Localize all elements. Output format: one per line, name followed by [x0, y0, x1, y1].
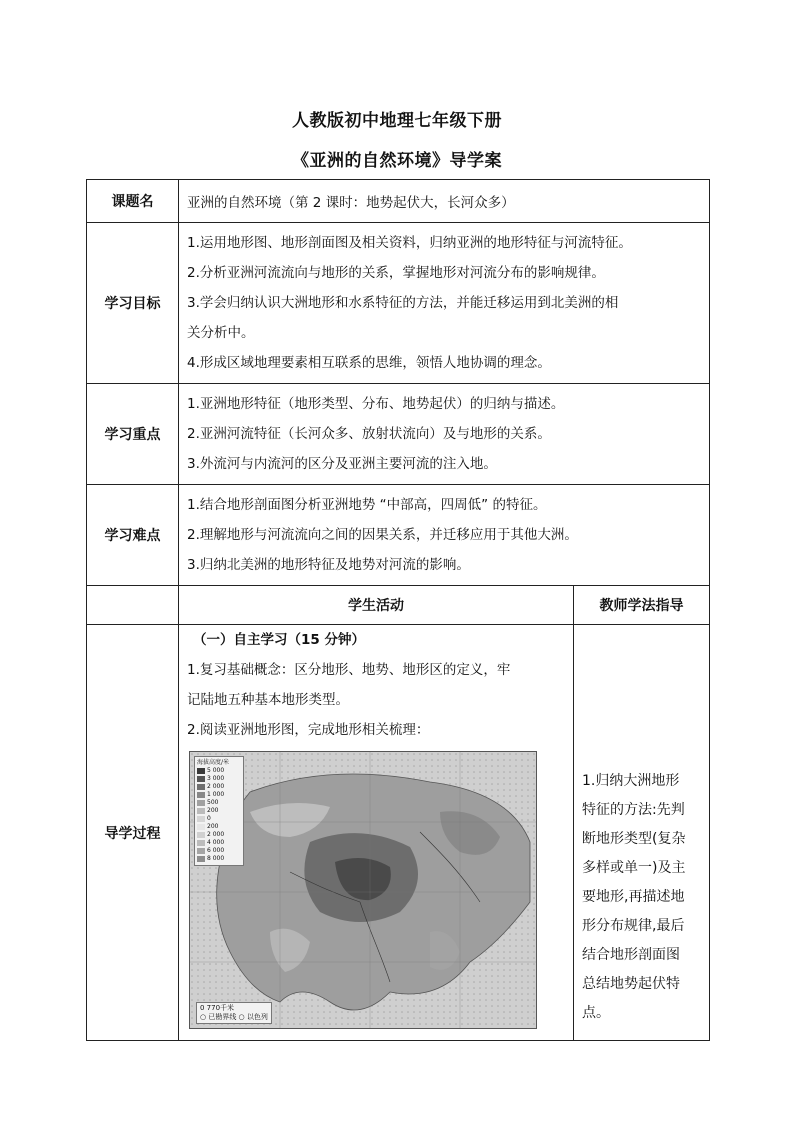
student-activity-header: 学生活动	[179, 586, 574, 625]
process-label: 导学过程	[87, 625, 179, 1041]
guidance-line: 1.归纳大洲地形	[582, 773, 680, 789]
course-label: 课题名	[87, 180, 179, 223]
legend-value: 200	[207, 807, 219, 814]
student-activity-content	[179, 625, 573, 1040]
difficulty-item: 2.理解地形与河流流向之间的因果关系，并迁移应用于其他大洲。	[187, 527, 578, 543]
legend-value: 0	[207, 815, 211, 822]
course-row	[87, 180, 710, 223]
key-points-list	[179, 384, 709, 484]
guidance-line: 总结地势起伏特	[582, 976, 680, 992]
teacher-guidance-header: 教师学法指导	[574, 586, 710, 625]
activity-item: 1.复习基础概念：区分地形、地势、地形区的定义，牢	[187, 662, 511, 678]
difficulty-item: 1.结合地形剖面图分析亚洲地势 “中部高，四周低” 的特征。	[187, 497, 547, 513]
key-points-row	[87, 384, 710, 485]
goal-item: 3.学会归纳认识大洲地形和水系特征的方法，并能迁移运用到北美洲的相	[187, 295, 619, 311]
legend-value: 2 000	[207, 831, 225, 838]
goals-list	[179, 223, 709, 383]
goal-item: 1.运用地形图、地形剖面图及相关资料，归纳亚洲的地形特征与河流特征。	[187, 235, 632, 251]
guidance-line: 形分布规律,最后	[582, 918, 685, 934]
process-row	[87, 625, 710, 1041]
legend-value: 2 000	[207, 783, 225, 790]
map-scale	[196, 1002, 272, 1024]
key-point-item: 2.亚洲河流特征（长河众多、放射状流向）及与地形的关系。	[187, 426, 551, 442]
key-points-label: 学习重点	[87, 384, 179, 485]
goal-item: 2.分析亚洲河流流向与地形的关系，掌握地形对河流分布的影响规律。	[187, 265, 605, 281]
scale-bar-label: 0 770千米	[200, 1004, 235, 1012]
empty-header-cell	[87, 586, 179, 625]
lesson-table	[86, 179, 710, 1041]
legend-value: 8 000	[207, 855, 225, 862]
legend-value: 1 000	[207, 791, 225, 798]
goals-label: 学习目标	[87, 223, 179, 384]
legend-value: 4 000	[207, 839, 225, 846]
activity-item: 记陆地五种基本地形类型。	[187, 692, 349, 708]
difficulties-row	[87, 485, 710, 586]
guidance-line: 特征的方法:先判	[582, 802, 685, 818]
difficulties-list	[179, 485, 709, 585]
guidance-line: 结合地形剖面图	[582, 947, 680, 963]
key-point-item: 1.亚洲地形特征（地形类型、分布、地势起伏）的归纳与描述。	[187, 396, 565, 412]
key-point-item: 3.外流河与内流河的区分及亚洲主要河流的注入地。	[187, 456, 497, 472]
legend-title: 海拔高度/米	[197, 759, 230, 766]
legend-value: 200	[207, 823, 219, 830]
document-title: 人教版初中地理七年级下册	[292, 111, 502, 131]
self-study-heading: （一）自主学习（15 分钟）	[193, 632, 365, 648]
teacher-guidance-content	[574, 625, 709, 1028]
activity-item: 2.阅读亚洲地形图，完成地形相关梳理：	[187, 722, 430, 738]
guidance-line: 多样或单一)及主	[582, 860, 686, 876]
column-header-row	[87, 586, 710, 625]
goal-item: 关分析中。	[187, 325, 255, 341]
scale-note: ○ 已勘界线 ○ 以色列	[200, 1013, 268, 1021]
elevation-legend	[194, 756, 244, 866]
legend-value: 3 000	[207, 775, 225, 782]
difficulty-item: 3.归纳北美洲的地形特征及地势对河流的影响。	[187, 557, 470, 573]
goals-row	[87, 223, 710, 384]
course-value: 亚洲的自然环境（第 2 课时：地势起伏大，长河众多）	[187, 195, 515, 211]
guidance-line: 断地形类型(复杂	[582, 831, 686, 847]
goal-item: 4.形成区域地理要素相互联系的思维，领悟人地协调的理念。	[187, 355, 551, 371]
guidance-line: 要地形,再描述地	[582, 889, 685, 905]
legend-value: 6 000	[207, 847, 225, 854]
asia-terrain-map	[189, 751, 537, 1029]
difficulties-label: 学习难点	[87, 485, 179, 586]
legend-value: 500	[207, 799, 219, 806]
guidance-line: 点。	[582, 1005, 610, 1021]
legend-value: 5 000	[207, 767, 225, 774]
document-subtitle: 《亚洲的自然环境》导学案	[292, 151, 502, 171]
